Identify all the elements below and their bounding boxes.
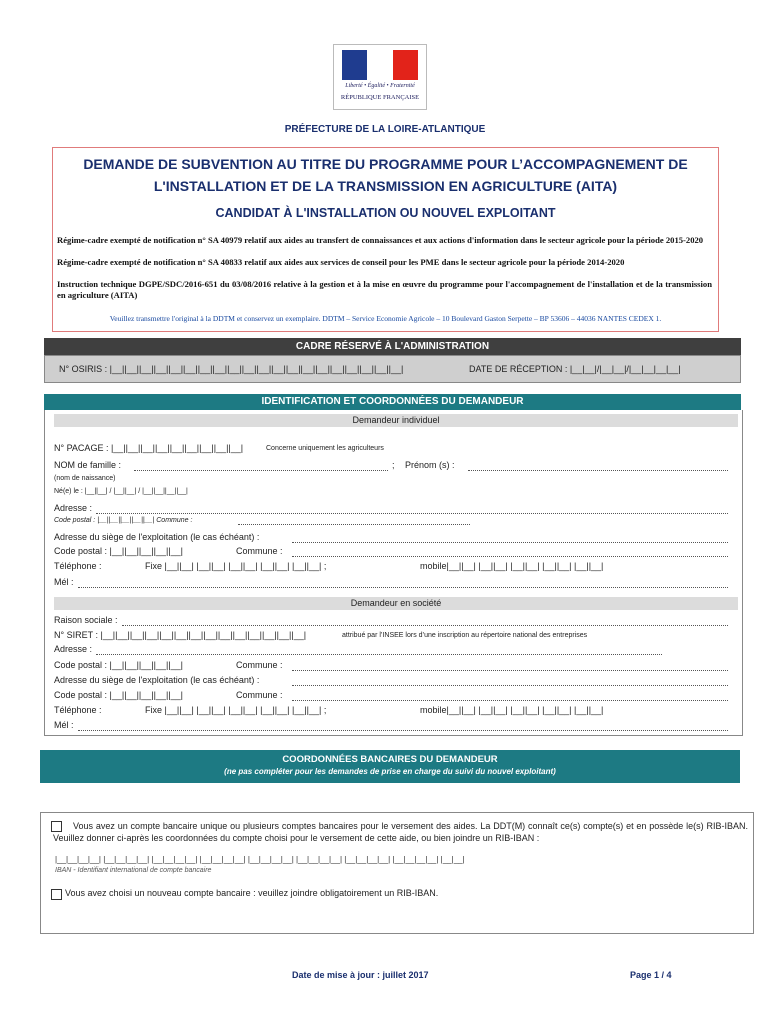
mel-input[interactable]: [78, 587, 728, 588]
pacage-field[interactable]: N° PACAGE : |__||__||__||__||__||__||__||__||__|: [54, 443, 244, 453]
siege-input-2[interactable]: [292, 685, 728, 686]
commune-input[interactable]: [292, 556, 728, 557]
option2-checkbox[interactable]: [51, 889, 62, 900]
siege-input[interactable]: [292, 542, 728, 543]
company-header: Demandeur en société: [54, 597, 738, 610]
iban-field[interactable]: |__|__|__|__| |__|__|__|__| |__|__|__|__| |__|__|__|__| |__|__|__|__| |__|__|__|__| |__|__|__|__| |__|__|__|__| |__|__|: [55, 855, 465, 864]
mel-label: Mél :: [54, 577, 74, 587]
option2-text: Vous avez choisi un nouveau compte bancaire : veuillez joindre obligatoirement un RIB-IBAN.: [65, 888, 439, 898]
code-postal-field-3[interactable]: Code postal : |__||__||__||__||__|: [54, 690, 183, 700]
nom-label: NOM de famille :: [54, 460, 122, 470]
subtitle: CANDIDAT À L'INSTALLATION OU NOUVEL EXPLOITANT: [215, 206, 556, 220]
siege-label-2: Adresse du siège de l'exploitation (le cas échéant) :: [54, 675, 260, 685]
logo-motto: Liberté • Égalité • Fraternité: [345, 83, 415, 89]
republic-logo: [333, 44, 427, 110]
title-line-1: DEMANDE DE SUBVENTION AU TITRE DU PROGRAMME POUR L’ACCOMPAGNEMENT DE: [83, 156, 688, 172]
identification-header: IDENTIFICATION ET COORDONNÉES DU DEMANDEUR: [44, 394, 741, 410]
commune-small-input[interactable]: [238, 524, 470, 525]
raison-label: Raison sociale :: [54, 615, 118, 625]
regulation-1: Régime-cadre exempté de notification n° SA 40979 relatif aux aides au transfert de connaissances et aux actions d'information dans le secteur agricole pour la période 2015-2020: [57, 235, 704, 245]
prenom-input[interactable]: [468, 470, 728, 471]
admin-row: [44, 355, 741, 383]
regulation-3: Instruction technique DGPE/SDC/2016-651 du 03/08/2016 relative à la gestion et à la mise en œuvre du programme pour l'accompagnement de l'installation et de la transmission en agriculture (AITA): [57, 279, 712, 300]
iban-label: IBAN - Identifiant international de compte bancaire: [55, 867, 212, 874]
mobile-field-2[interactable]: mobile|__||__| |__||__| |__||__| |__||__| |__||__|: [420, 705, 604, 715]
title-box: [52, 147, 719, 332]
commune-input-3[interactable]: [292, 700, 728, 701]
mel-label-2: Mél :: [54, 720, 74, 730]
code-postal-field-2[interactable]: Code postal : |__||__||__||__||__|: [54, 660, 183, 670]
adresse-input-2[interactable]: [96, 654, 662, 655]
commune-label: Commune :: [236, 546, 283, 556]
reception-date-field[interactable]: DATE DE RÉCEPTION : |__|__|/|__|__|/|__|__|__|__|: [469, 364, 681, 374]
birth-date-field[interactable]: Né(e) le : |__||__| / |__||__| / |__||__||__||__|: [54, 488, 188, 495]
prefecture-name: PRÉFECTURE DE LA LOIRE-ATLANTIQUE: [284, 124, 486, 135]
osiris-field[interactable]: N° OSIRIS : |__||__||__||__||__||__||__||__||__||__||__||__||__||__||__||__||__||__||__||__|: [59, 364, 404, 374]
telephone-label-2: Téléphone :: [54, 705, 102, 715]
commune-label-3: Commune :: [236, 690, 283, 700]
title-line-2: L'INSTALLATION ET DE LA TRANSMISSION EN AGRICULTURE (AITA): [153, 178, 618, 194]
commune-label-2: Commune :: [236, 660, 283, 670]
update-date: Date de mise à jour : juillet 2017: [292, 970, 429, 980]
nom-input[interactable]: [134, 470, 388, 471]
commune-input-2[interactable]: [292, 670, 728, 671]
mobile-field[interactable]: mobile|__||__| |__||__| |__||__| |__||__| |__||__|: [420, 561, 604, 571]
fixe-field-2[interactable]: Fixe |__||__| |__||__| |__||__| |__||__| |__||__| ;: [145, 705, 327, 715]
page-number: Page 1 / 4: [630, 970, 672, 980]
siret-field[interactable]: N° SIRET : |__||__||__||__||__||__||__||__||__||__||__||__||__||__|: [54, 630, 307, 640]
individual-header: Demandeur individuel: [54, 414, 738, 427]
nom-naissance-label: (nom de naissance): [54, 475, 116, 482]
logo-republic: RÉPUBLIQUE FRANÇAISE: [340, 94, 420, 101]
option1-text: Vous avez un compte bancaire unique ou plusieurs comptes bancaires pour le versement des aides. La DDT(M) connaît ce(s) compte(s) et en possède le(s) RIB-IBAN. Veuillez donner ci-après les coordonnées du compte choisi pour le versement de cette aide, ou bien joindre un RIB-IBAN :: [53, 821, 748, 843]
cp-commune-small[interactable]: Code postal : |__||__||__||__||__| Commune :: [54, 517, 193, 524]
transmission-note: Veuillez transmettre l'original à la DDTM et conservez un exemplaire. DDTM – Service Economie Agricole – 10 Boulevard Gaston Serpette – BP 53606 – 44036 NANTES CEDEX 1.: [109, 314, 662, 323]
siret-note: attribué par l’INSEE lors d’une inscription au répertoire national des entreprises: [342, 632, 588, 639]
french-flag-icon: [342, 50, 418, 80]
adresse-label-2: Adresse :: [54, 644, 93, 654]
bank-header-box: [40, 750, 740, 783]
pacage-note: Concerne uniquement les agriculteurs: [266, 445, 384, 452]
bank-box: [40, 812, 754, 934]
code-postal-field[interactable]: Code postal : |__||__||__||__||__|: [54, 546, 183, 556]
bank-header: COORDONNÉES BANCAIRES DU DEMANDEUR: [282, 754, 498, 765]
adresse-label: Adresse :: [54, 503, 93, 513]
bank-subheader: (ne pas compléter pour les demandes de prise en charge du suivi du nouvel exploitant): [224, 767, 556, 776]
identification-box: [44, 410, 743, 736]
siege-label: Adresse du siège de l'exploitation (le cas échéant) :: [54, 532, 260, 542]
mel-input-2[interactable]: [78, 730, 728, 731]
telephone-label: Téléphone :: [54, 561, 102, 571]
regulation-2: Régime-cadre exempté de notification n° SA 40833 relatif aux aides aux services de conseil pour les PME dans le secteur agricole pour la période 2014-2020: [57, 257, 625, 267]
adresse-input[interactable]: [96, 513, 728, 514]
fixe-field[interactable]: Fixe |__||__| |__||__| |__||__| |__||__| |__||__| ;: [145, 561, 327, 571]
raison-input[interactable]: [122, 625, 728, 626]
prenom-label: Prénom (s) :: [405, 460, 455, 470]
admin-header: CADRE RÉSERVÉ À L'ADMINISTRATION: [44, 338, 741, 355]
